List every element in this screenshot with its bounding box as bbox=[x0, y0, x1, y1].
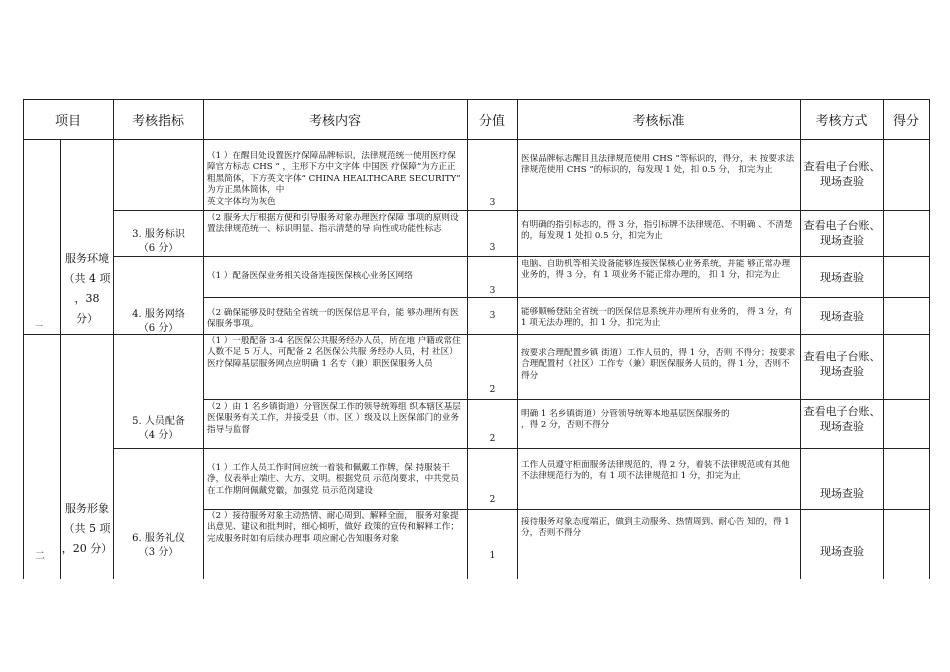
content-cell: （1 ）在醒目处设置医疗保障品牌标识，法律规范统一使用医疗保障官方标志 CHS “ ，主形下方中文字体 中国医 疗保障”为方正正粗黑简体，下方英文字体“ CHINA HEALTHCARE SECURITY” 为方正黑体简体，中 英文字体均为灰色 bbox=[207, 151, 461, 207]
method-cell: 查看电子台账、现场查验 bbox=[803, 160, 881, 188]
method-cell: 现场查验 bbox=[820, 545, 864, 558]
standard-cell: 明确 1 名乡镇街道）分管领导统筹本地基层医保服务的 ，得 2 分，否则不得分 bbox=[521, 409, 730, 431]
content-cell: （2 ）由 1 名乡镇街道）分管医保工作的领导统筹组 织本辖区基层医保服务有关工作，并接受县（市、区 ）级及以上医保部门的业务指导与监督 bbox=[207, 402, 461, 435]
score-cell: 3 bbox=[489, 311, 496, 321]
group-count: （共 4 项 bbox=[63, 272, 111, 285]
content-cell: （2 确保能够及时登陆全省统一的医保信息平台，能 够办理所有医保服务事项。 bbox=[207, 308, 459, 330]
method-cell: 查看电子台账、现场查验 bbox=[803, 219, 881, 247]
grid-line bbox=[113, 139, 114, 579]
indicator-name: 6. 服务礼仪 bbox=[132, 533, 185, 544]
standard-cell: 医保品牌标志醒目且法律规范使用 CHS ”等标识的，得分，未 按要求法律规范使用 CHS ”的标识的，每发现 1 处，扣 0.5 分， 扣完为止 bbox=[521, 154, 795, 176]
method-cell: 查看电子台账、现场查验 bbox=[803, 405, 881, 433]
indicator-name: 4. 服务网络 bbox=[132, 309, 185, 320]
content-cell: （1 ）一般配备 3-4 名医保公共服务经办人员，所在地 户籍或常住人数不足 5 万人，可配备 2 名医保公共服 务经办人员，村 社区）医疗保障基层服务网点应明确 1 名专（兼）职医保服务人员 bbox=[207, 336, 461, 369]
grid-line bbox=[23, 99, 24, 579]
grid-line bbox=[203, 297, 930, 298]
method-cell: 现场查验 bbox=[820, 310, 864, 323]
grid-line bbox=[113, 210, 930, 211]
group-total: ，38 bbox=[74, 292, 100, 305]
group-number: 一 bbox=[35, 322, 43, 331]
standard-cell: 工作人员遵守柜面服务法律规范的，得 2 分，着装不法律规范或有其他不法律规范行为的，有 1 项不法律规范扣 1 分，扣完为止 bbox=[521, 460, 790, 482]
indicator-label bbox=[114, 308, 203, 336]
indicator-label bbox=[114, 415, 203, 445]
header-content: 考核内容 bbox=[308, 113, 361, 129]
standard-cell: 按要求合理配置乡镇 街道）工作人员的，得 1 分，否则 不得分；按要求合理配置村（社区）工作专（兼）职医保服务人员的，得 1 分，否则不得分 bbox=[521, 348, 796, 381]
indicator-score: （6 分） bbox=[138, 323, 179, 334]
score-cell: 1 bbox=[489, 551, 496, 561]
score-cell: 2 bbox=[489, 434, 496, 444]
group-count: （共 5 项 bbox=[63, 522, 111, 535]
header-points: 得分 bbox=[892, 113, 919, 129]
indicator-score: （3 分） bbox=[138, 547, 179, 558]
content-cell: （2 ）接待服务对象主动热情、耐心周到、解释全面， 服务对象提出意见、建议和批判时，细心倾听，做好 政策的宣传和解释工作；完成服务时如有后续办理事 项应耐心告知服务对象 bbox=[207, 511, 459, 544]
header-score: 分值 bbox=[478, 113, 505, 129]
header-standard: 考核标准 bbox=[632, 113, 685, 129]
grid-line bbox=[883, 99, 884, 579]
indicator-label bbox=[114, 228, 203, 258]
content-cell: （2 服务大厅根据方便和引导服务对象办理医疗保障 事项的原则设置法律规范统一、标识明显、指示清楚的导 向性或功能性标志 bbox=[207, 213, 459, 235]
indicator-label bbox=[114, 532, 203, 562]
standard-cell: 接待服务对象态度端正，做到主动服务、热情周到、耐心告 知的，得 1 分，否则不得分 bbox=[521, 517, 790, 539]
grid-line bbox=[113, 448, 930, 449]
indicator-name: 5. 人员配备 bbox=[132, 416, 185, 427]
score-cell: 3 bbox=[489, 198, 496, 208]
score-cell: 2 bbox=[489, 385, 496, 395]
method-cell: 现场查验 bbox=[820, 271, 864, 284]
score-cell: 3 bbox=[489, 286, 496, 296]
indicator-name: 3. 服务标识 bbox=[132, 229, 185, 240]
score-cell: 2 bbox=[489, 495, 496, 505]
content-cell: （1 ）配备医保业务相关设备连接医保核心业务区网络 bbox=[207, 271, 413, 281]
indicator-score: （6 分） bbox=[138, 243, 179, 254]
method-cell: 现场查验 bbox=[820, 487, 864, 500]
header-item: 项目 bbox=[54, 113, 81, 129]
method-cell: 查看电子台账、现场查验 bbox=[803, 350, 881, 378]
group-label bbox=[61, 499, 113, 559]
group-label bbox=[61, 249, 113, 331]
header-indicator: 考核指标 bbox=[131, 113, 184, 129]
group-unit: 分） bbox=[76, 312, 98, 325]
standard-cell: 能够顺畅登陆全省统一的医保信息系统并办理所有业务的， 得 3 分，有 1 项无法办理的，扣 1 分，扣完为止 bbox=[521, 307, 793, 329]
group-name: 服务环境 bbox=[65, 252, 109, 265]
group-number: 二 bbox=[35, 551, 45, 561]
indicator-score: （4 分） bbox=[138, 430, 179, 441]
header-method: 考核方式 bbox=[815, 113, 868, 129]
grid-line bbox=[203, 509, 930, 510]
grid-line bbox=[467, 99, 468, 579]
grid-line bbox=[929, 99, 930, 579]
standard-cell: 有明确的指引标志的，得 3 分，指引标牌不法律规范、不明确 、不清楚的，每发现 1 处扣 0.5 分，扣完为止 bbox=[521, 220, 793, 242]
group-total: ，20 分） bbox=[61, 542, 113, 555]
grid-line bbox=[23, 139, 930, 140]
assessment-table bbox=[23, 99, 930, 579]
grid-line bbox=[203, 399, 930, 400]
score-cell: 3 bbox=[489, 243, 496, 253]
content-cell: （1 ）工作人员工作时间应统一着装和佩戴工作牌，保 持服装干净，仪表举止端庄、大方、文明。根据党员 示范岗要求，中共党员在工作期间佩戴党徽，加强党 员示范岗建设 bbox=[207, 463, 459, 496]
group-name: 服务形象 bbox=[65, 502, 109, 515]
standard-cell: 电脑、自助机等相关设备能够连接医保核心业务系统，并能 够正常办理业务的，得 3 分，有 1 项业务不能正常办理的， 扣 1 分，扣完为止 bbox=[521, 259, 791, 281]
grid-line bbox=[113, 256, 930, 257]
